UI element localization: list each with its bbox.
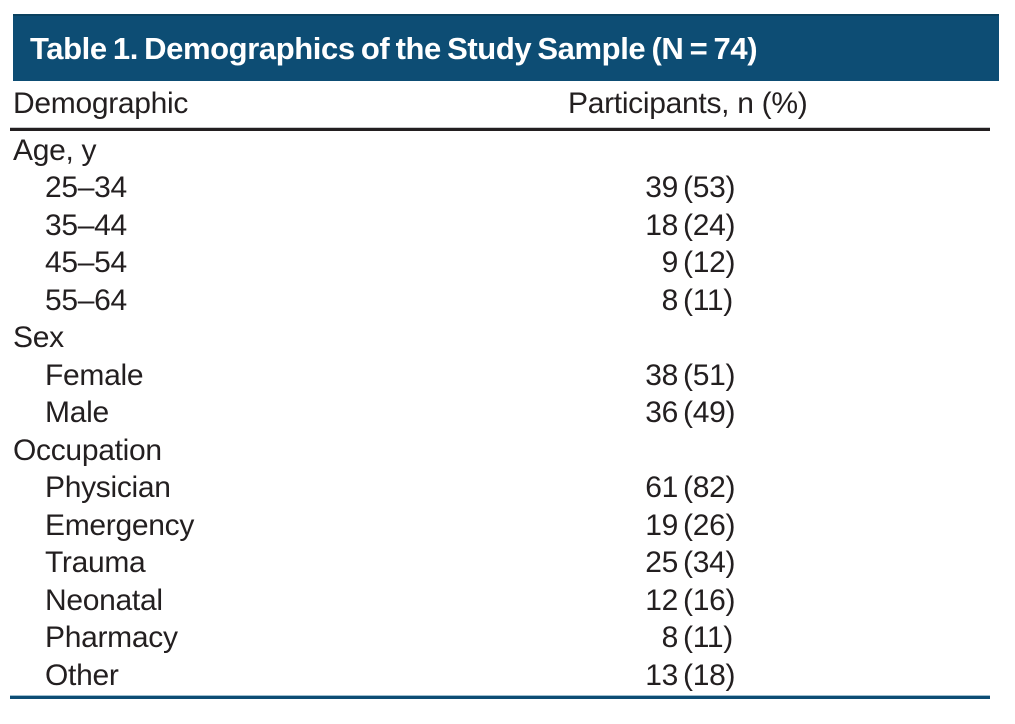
row-label: Male xyxy=(45,396,109,430)
row-value-pct: (53) xyxy=(683,171,736,205)
row-value xyxy=(645,395,735,433)
table-title-bar xyxy=(13,14,999,81)
row-value-n: 8 xyxy=(661,621,678,655)
row-value-n: 38 xyxy=(645,358,678,392)
row-value-pct: (34) xyxy=(683,546,736,580)
row-value xyxy=(645,170,735,208)
row-value-pct: (18) xyxy=(683,658,736,692)
table-row xyxy=(0,470,1015,508)
table-row xyxy=(0,170,1015,208)
row-label: Neonatal xyxy=(45,583,163,617)
row-value xyxy=(645,657,735,695)
table-row xyxy=(0,282,1015,320)
row-label: 35–44 xyxy=(45,208,127,242)
row-value-n: 19 xyxy=(645,508,678,542)
table-row xyxy=(0,357,1015,395)
row-label: 25–34 xyxy=(45,171,127,205)
table-row xyxy=(0,507,1015,545)
column-header-demographic: Demographic xyxy=(13,87,189,120)
row-label: 45–54 xyxy=(45,246,127,280)
row-value-pct: (11) xyxy=(683,621,733,655)
column-header-participants: Participants, n (%) xyxy=(568,87,808,120)
table-row xyxy=(0,582,1015,620)
row-label: Other xyxy=(45,658,119,692)
row-value-pct: (11) xyxy=(683,283,733,317)
row-value-n: 36 xyxy=(645,396,678,430)
row-value-n: 61 xyxy=(645,471,678,505)
row-value-n: 9 xyxy=(661,246,678,280)
row-label: 55–64 xyxy=(45,283,127,317)
row-value-n: 18 xyxy=(645,208,678,242)
table-title: Table 1. Demographics of the Study Sample (N = 74) xyxy=(30,30,758,66)
row-value xyxy=(645,582,735,620)
row-value xyxy=(645,620,733,658)
row-label: Sex xyxy=(13,321,64,355)
table-row xyxy=(0,320,1015,358)
row-value-pct: (26) xyxy=(683,508,736,542)
row-value-n: 39 xyxy=(645,171,678,205)
row-value-pct: (49) xyxy=(683,396,736,430)
row-value-n: 12 xyxy=(645,583,678,617)
row-value xyxy=(645,470,735,508)
row-label: Age, y xyxy=(13,133,97,167)
table-body xyxy=(0,132,1015,695)
row-value-pct: (51) xyxy=(683,358,736,392)
table-row xyxy=(0,657,1015,695)
row-value-n: 8 xyxy=(661,283,678,317)
row-value xyxy=(645,207,735,245)
row-label: Female xyxy=(45,358,144,392)
row-value-pct: (16) xyxy=(683,583,736,617)
table-row xyxy=(0,395,1015,433)
row-value-pct: (12) xyxy=(683,246,736,280)
row-value-n: 25 xyxy=(645,546,678,580)
row-label: Pharmacy xyxy=(45,621,178,655)
row-label: Physician xyxy=(45,471,171,505)
row-label: Occupation xyxy=(13,433,162,467)
row-value xyxy=(645,357,735,395)
row-value xyxy=(645,245,735,283)
table-row xyxy=(0,132,1015,170)
row-value-pct: (24) xyxy=(683,208,736,242)
table-row xyxy=(0,432,1015,470)
column-header-row xyxy=(0,81,1015,127)
row-value xyxy=(645,282,733,320)
table-row xyxy=(0,620,1015,658)
row-value-pct: (82) xyxy=(683,471,736,505)
row-value xyxy=(645,545,735,583)
row-value-n: 13 xyxy=(645,658,678,692)
header-rule xyxy=(10,127,990,131)
row-label: Trauma xyxy=(45,546,146,580)
row-value xyxy=(645,507,735,545)
table-row xyxy=(0,245,1015,283)
bottom-rule xyxy=(10,695,990,699)
table-row xyxy=(0,207,1015,245)
row-label: Emergency xyxy=(45,508,195,542)
table-row xyxy=(0,545,1015,583)
